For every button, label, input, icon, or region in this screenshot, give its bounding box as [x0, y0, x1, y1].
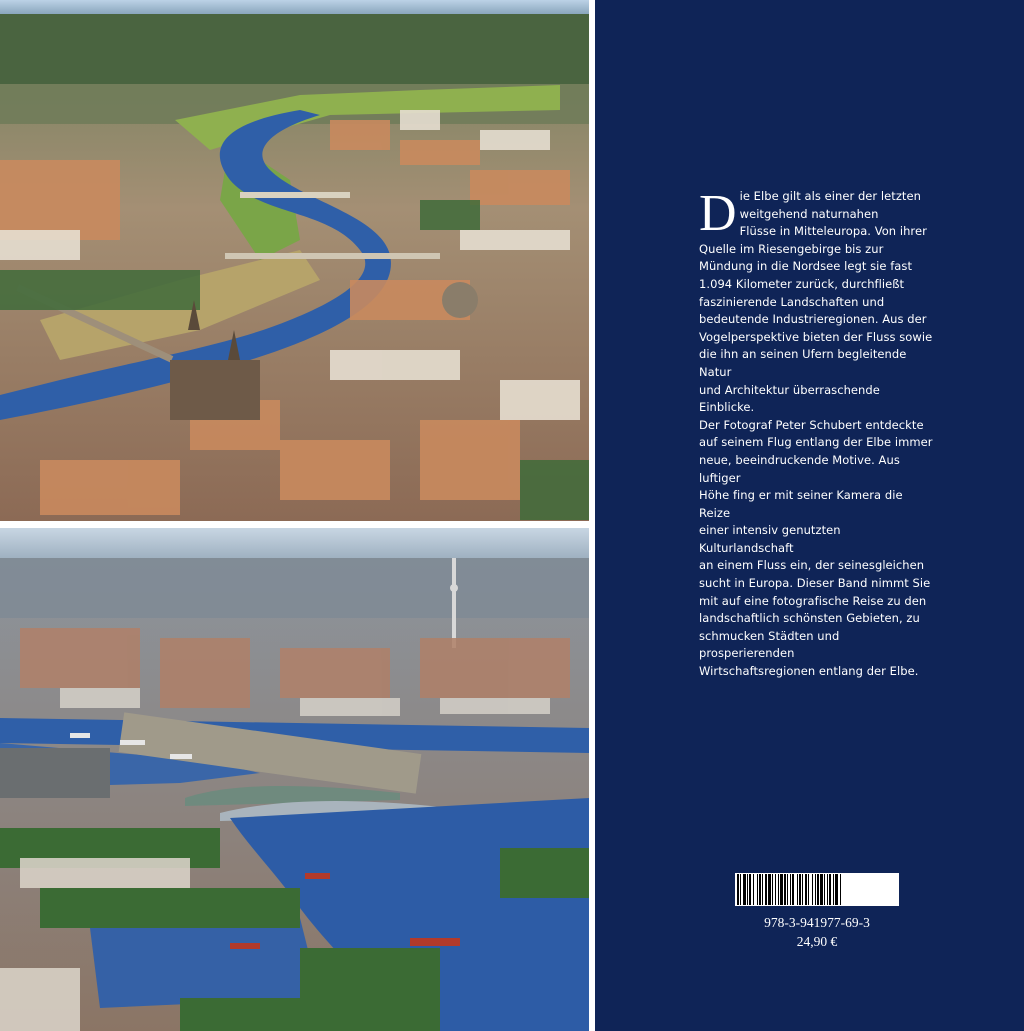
- barcode-bar: [815, 874, 816, 905]
- barcode-bar: [743, 874, 746, 905]
- barcode-bar: [768, 874, 771, 905]
- blurb-line: ie Elbe gilt als einer der letzten: [739, 189, 921, 203]
- barcode-bar: [762, 874, 763, 905]
- blurb-line: auf seinem Flug entlang der Elbe immer: [699, 435, 933, 450]
- aerial-photo-dresden: [0, 0, 589, 521]
- blurb-line: 1.094 Kilometer zurück, durchfließt: [699, 276, 905, 291]
- barcode-bar: [787, 874, 788, 905]
- barcode-bar: [737, 874, 739, 905]
- barcode-bar: [792, 874, 794, 905]
- barcode-bar: [778, 874, 779, 905]
- blurb-line: faszinierende Landschaften und: [699, 294, 885, 309]
- barcode-bar: [759, 874, 761, 905]
- blurb-line: weitgehend naturnahen: [739, 206, 879, 221]
- blurb-line: Wirtschaftsregionen entlang der Elbe.: [699, 664, 919, 679]
- back-cover-panel: [595, 0, 1024, 1031]
- blurb-line: Flüsse in Mitteleuropa. Von ihrer: [739, 224, 927, 239]
- blurb-line: die ihn an seinen Ufern begleitende Natur: [699, 347, 907, 379]
- barcode-bar: [808, 874, 809, 905]
- price: 24,90 €: [796, 934, 838, 949]
- barcode-bar: [812, 874, 813, 905]
- blurb-line: landschaftlich schönsten Gebieten, zu: [699, 611, 920, 626]
- barcode-bar: [784, 874, 786, 905]
- blurb-line: bedeutende Industrieregionen. Aus der: [699, 312, 927, 327]
- barcode-bar: [753, 874, 754, 905]
- barcode-bar: [835, 874, 838, 905]
- barcode-bar: [824, 874, 825, 905]
- barcode: [735, 873, 899, 906]
- blurb-line: und Architektur überraschende Einblicke.: [699, 382, 880, 415]
- blurb-line: sucht in Europa. Dieser Band nimmt Sie: [699, 576, 931, 591]
- isbn-number: 978-3-941977-69-3: [764, 915, 870, 930]
- barcode-bar: [757, 874, 758, 905]
- barcode-bar: [772, 874, 773, 905]
- barcode-bar: [780, 874, 783, 905]
- dresden-aerial-illustration: [0, 0, 589, 521]
- barcode-bar: [740, 874, 741, 905]
- barcode-bar: [827, 874, 828, 905]
- blurb-line: Höhe fing er mit seiner Kamera die Reize: [699, 488, 903, 520]
- blurb-line: Quelle im Riesengebirge bis zur: [699, 241, 884, 256]
- blurb-line: schmucken Städten und prosperierenden: [699, 628, 840, 661]
- barcode-bar: [790, 874, 791, 905]
- barcode-bar: [797, 874, 798, 905]
- barcode-bar: [765, 874, 767, 905]
- barcode-bar: [817, 874, 819, 905]
- barcode-bar: [799, 874, 801, 905]
- barcode-bar: [820, 874, 823, 905]
- blurb-line: mit auf eine fotografische Reise zu den: [699, 593, 927, 608]
- blurb-line: neue, beeindruckende Motive. Aus luftiger: [699, 452, 900, 485]
- barcode-bar: [775, 874, 776, 905]
- barcode-bar: [833, 874, 834, 905]
- blurb-line: an einem Fluss ein, der seinesgleichen: [699, 558, 925, 573]
- blurb-text: [699, 185, 935, 681]
- blurb-line: Vogelperspektive bieten der Fluss sowie: [699, 329, 933, 344]
- barcode-bars: [735, 873, 899, 906]
- barcode-bar: [802, 874, 803, 905]
- blurb-line: Der Fotograf Peter Schubert entdeckte: [699, 417, 924, 432]
- blurb-line: einer intensiv genutzten Kulturlandschaft: [699, 523, 841, 555]
- blurb-lines: [699, 185, 935, 681]
- barcode-bar: [805, 874, 807, 905]
- barcode-bar: [749, 874, 751, 905]
- barcode-bar: [840, 874, 841, 905]
- aerial-photo-hamburg: [0, 528, 589, 1031]
- hamburg-aerial-illustration: [0, 528, 589, 1031]
- blurb-line: Mündung in die Nordsee legt sie fast: [699, 259, 913, 274]
- dropcap-letter: D: [699, 185, 737, 242]
- barcode-bar: [747, 874, 748, 905]
- barcode-bar: [829, 874, 831, 905]
